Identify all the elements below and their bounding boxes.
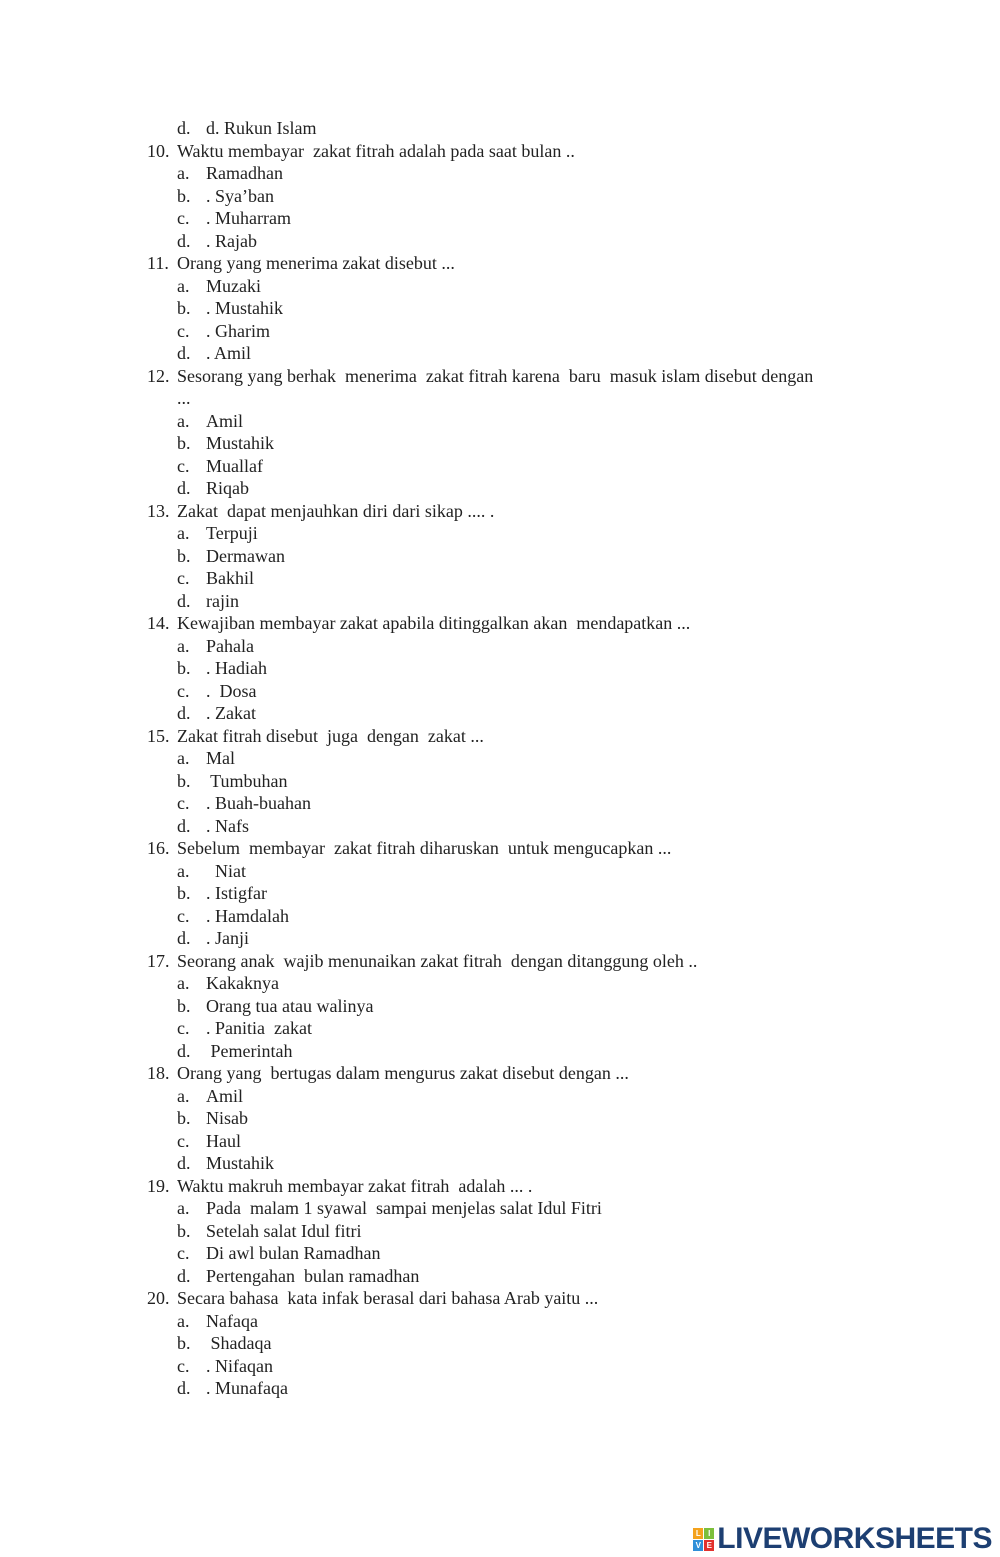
option-letter: b. — [177, 658, 191, 678]
option-letter: c. — [177, 793, 190, 813]
option — [147, 545, 817, 568]
option-text: . Amil — [206, 343, 252, 363]
option-letter: b. — [177, 1333, 191, 1353]
option-letter: c. — [177, 1018, 190, 1038]
option — [147, 185, 817, 208]
question-text: Zakat fitrah disebut juga dengan zakat ... — [177, 725, 484, 746]
question — [147, 140, 817, 163]
option-text: d. Rukun Islam — [206, 118, 317, 138]
logo-letter-block: E — [704, 1540, 714, 1551]
option — [147, 1085, 817, 1108]
option-letter: c. — [177, 208, 190, 228]
option — [147, 635, 817, 658]
option — [147, 1017, 817, 1040]
option — [147, 747, 817, 770]
option — [147, 477, 817, 500]
question-text: Seorang anak wajib menunaikan zakat fitrah dengan ditanggung oleh .. — [177, 950, 698, 971]
option-letter: c. — [177, 680, 190, 701]
option-letter: a. — [177, 860, 190, 881]
option-letter: d. — [177, 928, 191, 948]
option-letter: d. — [177, 1378, 191, 1398]
option-letter: a. — [177, 523, 190, 543]
option-letter: a. — [177, 163, 190, 183]
option-letter: c. — [177, 568, 190, 588]
option-text: . Zakat — [206, 703, 256, 723]
option — [147, 410, 817, 433]
option-letter: a. — [177, 410, 190, 431]
option-text: Niat — [206, 860, 246, 881]
question — [147, 252, 817, 275]
option — [147, 455, 817, 478]
option-letter: d. — [177, 590, 191, 611]
option-letter: d. — [177, 230, 191, 251]
option-text: . Buah-buahan — [206, 793, 311, 813]
option-text: Pahala — [206, 635, 254, 656]
option-letter: d. — [177, 478, 191, 498]
option-text: rajin — [206, 590, 239, 611]
logo-letter-block: L — [693, 1528, 703, 1539]
option-text: Mustahik — [206, 1153, 275, 1173]
option-letter: c. — [177, 1243, 190, 1263]
option — [147, 567, 817, 590]
option-text: Amil — [206, 410, 244, 431]
option-letter: b. — [177, 1108, 191, 1128]
option-letter: d. — [177, 118, 191, 138]
question-number: 10. — [147, 140, 170, 161]
option-text: . Muharram — [206, 208, 291, 228]
question-text: Waktu membayar zakat fitrah adalah pada saat bulan .. — [177, 140, 575, 161]
question — [147, 1175, 817, 1198]
liveworksheets-logo — [693, 1522, 992, 1556]
question — [147, 500, 817, 523]
option-letter: d. — [177, 815, 191, 836]
logo-text: LIVEWORKSHEETS — [717, 1522, 992, 1555]
question-text: Sebelum membayar zakat fitrah diharuskan untuk mengucapkan ... — [177, 838, 672, 858]
option — [147, 1355, 817, 1378]
question — [147, 725, 817, 748]
question — [147, 612, 817, 635]
option-text: . Hadiah — [206, 658, 267, 678]
option-text: Muallaf — [206, 455, 263, 476]
option-text: Nisab — [206, 1108, 248, 1128]
option-text: . Mustahik — [206, 298, 284, 318]
option — [147, 230, 817, 253]
option-text: Pada malam 1 syawal sampai menjelas salat Idul Fitri — [206, 1198, 602, 1218]
option-letter: d. — [177, 1040, 191, 1061]
option-letter: b. — [177, 545, 191, 566]
option-letter: d. — [177, 703, 191, 723]
option — [147, 1197, 817, 1220]
option — [147, 1040, 817, 1063]
option — [147, 275, 817, 298]
option-letter: b. — [177, 298, 191, 318]
option — [147, 207, 817, 230]
option-text: Dermawan — [206, 545, 285, 566]
option — [147, 792, 817, 815]
option-letter: c. — [177, 1355, 190, 1376]
option-text: . Dosa — [206, 680, 257, 701]
option — [147, 1332, 817, 1355]
option — [147, 882, 817, 905]
option-text: . Istigfar — [206, 883, 267, 903]
option-text: . Sya’ban — [206, 185, 274, 206]
option-letter: c. — [177, 1130, 190, 1151]
option — [147, 1130, 817, 1153]
option-letter: b. — [177, 185, 191, 206]
option-text: Kakaknya — [206, 973, 279, 993]
option — [147, 1242, 817, 1265]
question-number: 17. — [147, 950, 170, 971]
question — [147, 837, 817, 860]
option-text: Terpuji — [206, 523, 258, 543]
option-letter: a. — [177, 1085, 190, 1106]
option-text: Di awl bulan Ramadhan — [206, 1243, 381, 1263]
question-text: Sesorang yang berhak menerima zakat fitrah karena baru masuk islam disebut dengan ... — [177, 365, 818, 408]
option-letter: a. — [177, 275, 190, 296]
logo-letter-block: I — [704, 1528, 714, 1539]
option-letter: a. — [177, 748, 190, 768]
option-text: Nafaqa — [206, 1310, 258, 1331]
option-text: Amil — [206, 1085, 244, 1106]
option — [147, 1220, 817, 1243]
worksheet — [147, 117, 817, 1400]
option-letter: d. — [177, 343, 191, 363]
question-number: 13. — [147, 500, 170, 521]
question-text: Kewajiban membayar zakat apabila ditinggalkan akan mendapatkan ... — [177, 613, 691, 633]
option-text: Mal — [206, 748, 235, 768]
option — [147, 320, 817, 343]
option-letter: c. — [177, 455, 190, 476]
option-text: . Gharim — [206, 320, 270, 341]
option — [147, 995, 817, 1018]
option — [147, 972, 817, 995]
option-text: Orang tua atau walinya — [206, 995, 374, 1016]
option-text: Tumbuhan — [206, 770, 288, 791]
option-text: Mustahik — [206, 433, 275, 453]
option — [147, 297, 817, 320]
option — [147, 432, 817, 455]
question-number: 15. — [147, 725, 170, 746]
question-text: Secara bahasa kata infak berasal dari bahasa Arab yaitu ... — [177, 1288, 599, 1308]
question-number: 12. — [147, 365, 170, 386]
option — [147, 680, 817, 703]
option — [147, 1107, 817, 1130]
question-number: 14. — [147, 613, 170, 633]
option — [147, 522, 817, 545]
option-text: Haul — [206, 1130, 241, 1151]
option — [147, 342, 817, 365]
option — [147, 905, 817, 928]
option-letter: d. — [177, 1153, 191, 1173]
option — [147, 162, 817, 185]
option-letter: b. — [177, 995, 191, 1016]
option-text: . Nafs — [206, 815, 249, 836]
option-letter: d. — [177, 1265, 191, 1286]
option — [147, 860, 817, 883]
option-letter: b. — [177, 433, 191, 453]
question — [147, 950, 817, 973]
option-text: . Janji — [206, 928, 249, 948]
question-number: 11. — [147, 253, 169, 273]
option-letter: a. — [177, 1198, 190, 1218]
option-text: Shadaqa — [206, 1333, 272, 1353]
option-text: . Hamdalah — [206, 905, 289, 926]
option-text: . Rajab — [206, 230, 257, 251]
option-text: Setelah salat Idul fitri — [206, 1220, 362, 1241]
option — [147, 590, 817, 613]
option-text: Pertengahan bulan ramadhan — [206, 1265, 420, 1286]
question-number: 18. — [147, 1063, 170, 1083]
option-text: . Munafaqa — [206, 1378, 288, 1398]
option-letter: b. — [177, 770, 191, 791]
option-text: Ramadhan — [206, 163, 283, 183]
question-text: Orang yang menerima zakat disebut ... — [177, 253, 455, 273]
question-text: Zakat dapat menjauhkan diri dari sikap .... . — [177, 500, 495, 521]
option — [147, 927, 817, 950]
option-text: Riqab — [206, 478, 249, 498]
option-text: . Panitia zakat — [206, 1018, 312, 1038]
option-letter: b. — [177, 883, 191, 903]
question — [147, 1287, 817, 1310]
logo-letter-block: V — [693, 1540, 703, 1551]
option — [147, 702, 817, 725]
option-text: Bakhil — [206, 568, 254, 588]
option-letter: b. — [177, 1220, 191, 1241]
option — [147, 117, 817, 140]
question — [147, 1062, 817, 1085]
option-text: Muzaki — [206, 275, 261, 296]
option — [147, 815, 817, 838]
option-letter: c. — [177, 905, 190, 926]
option-letter: a. — [177, 973, 190, 993]
option — [147, 1377, 817, 1400]
option — [147, 1310, 817, 1333]
option — [147, 1265, 817, 1288]
question-text: Waktu makruh membayar zakat fitrah adalah ... . — [177, 1175, 533, 1196]
option — [147, 657, 817, 680]
question — [147, 365, 817, 410]
question-number: 16. — [147, 838, 170, 858]
question-text: Orang yang bertugas dalam mengurus zakat disebut dengan ... — [177, 1063, 629, 1083]
option — [147, 770, 817, 793]
option-letter: c. — [177, 320, 190, 341]
question-number: 19. — [147, 1175, 170, 1196]
option — [147, 1152, 817, 1175]
option-text: Pemerintah — [206, 1040, 293, 1061]
option-letter: a. — [177, 1310, 190, 1331]
logo-blocks-icon — [693, 1528, 714, 1551]
option-text: . Nifaqan — [206, 1355, 273, 1376]
option-letter: a. — [177, 635, 190, 656]
question-number: 20. — [147, 1288, 170, 1308]
